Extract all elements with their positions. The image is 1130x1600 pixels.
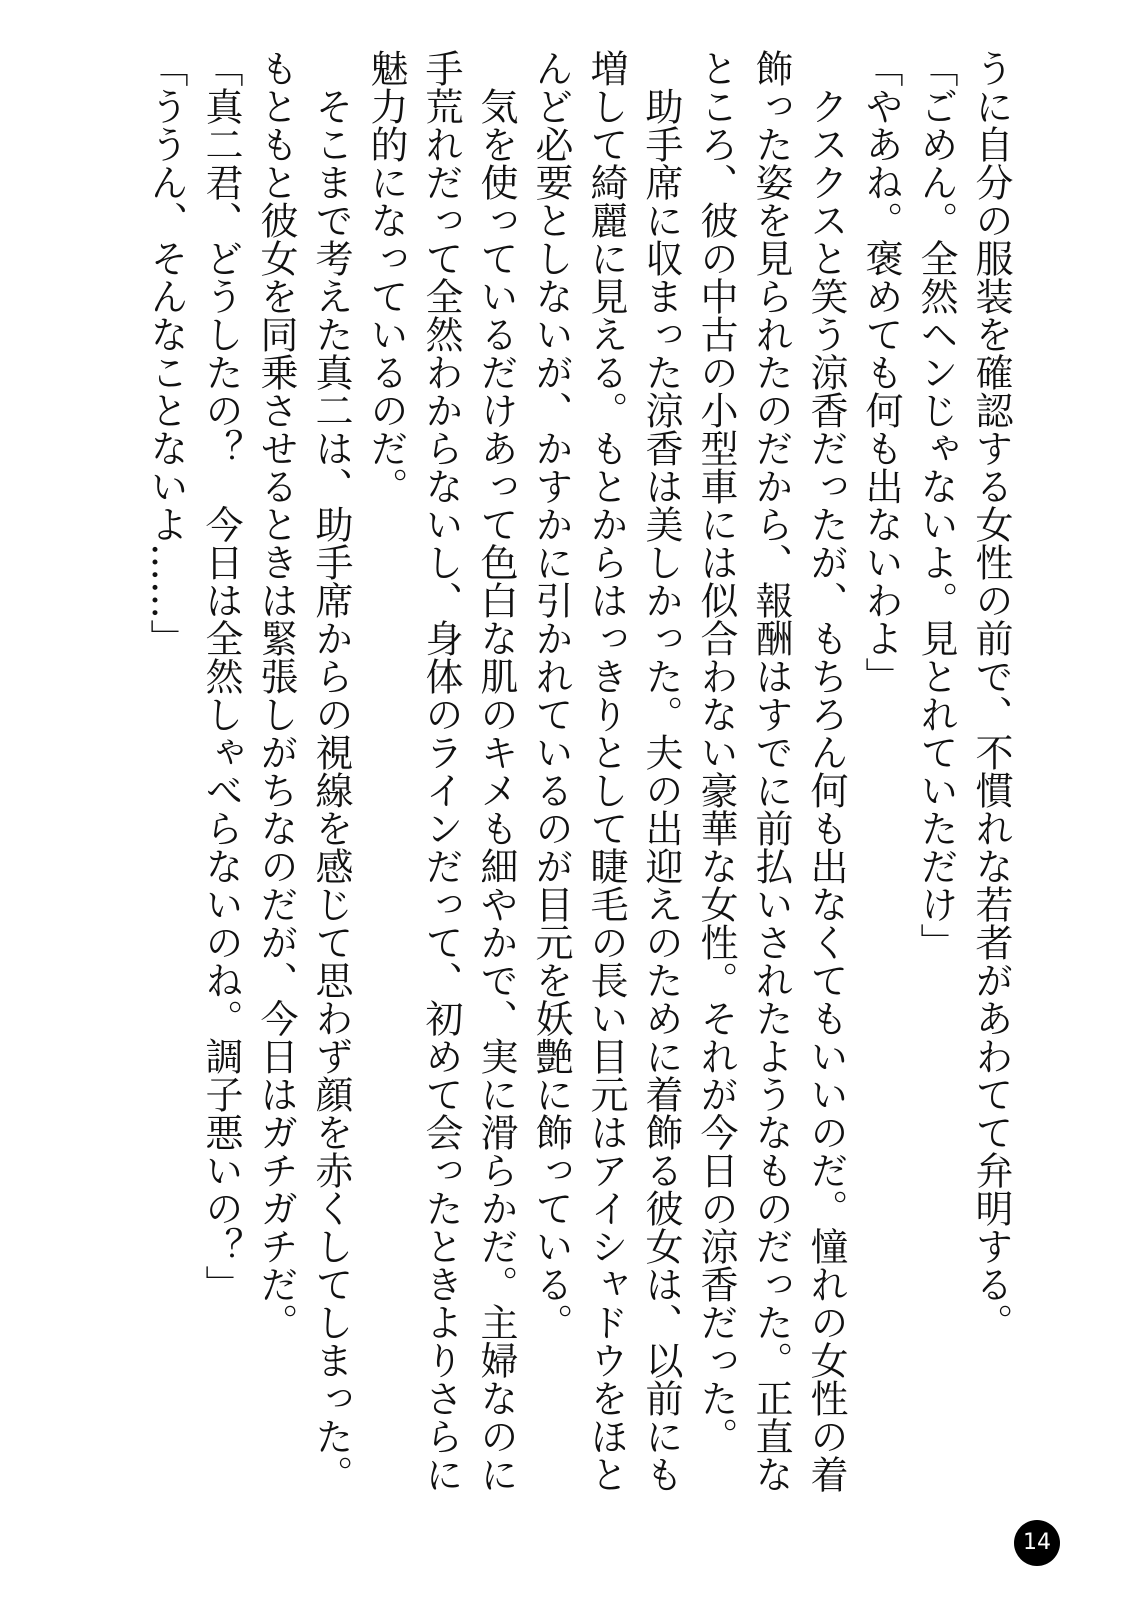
text-line: クスクスと笑う涼香だったが、もちろん何も出なくてもいいのだ。憧れの女性の着 bbox=[804, 49, 848, 1493]
text-line: 助手席に収まった涼香は美しかった。夫の出迎えのために着飾る彼女は、以前にも bbox=[639, 49, 683, 1493]
text-line: 「やあね。褒めても何も出ないわよ」 bbox=[859, 49, 903, 695]
text-line: 増して綺麗に見える。もとからはっきりとして睫毛の長い目元はアイシャドウをほと bbox=[584, 49, 628, 1493]
text-line: 「ううん、そんなことないよ……」 bbox=[144, 49, 188, 657]
text-line: 手荒れだって全然わからないし、身体のラインだって、初めて会ったときよりさらに bbox=[419, 49, 463, 1493]
body-text bbox=[138, 49, 1018, 1499]
text-line: んど必要としないが、かすかに引かれているのが目元を妖艶に飾っている。 bbox=[529, 49, 573, 1341]
text-line: 「真二君、どうしたの？ 今日は全然しゃべらないのね。調子悪いの？」 bbox=[199, 49, 243, 1303]
text-line: うに自分の服装を確認する女性の前で、不慣れな若者があわてて弁明する。 bbox=[969, 49, 1013, 1341]
text-line: そこまで考えた真二は、助手席からの視線を感じて思わず顔を赤くしてしまった。 bbox=[309, 49, 353, 1493]
text-line: 気を使っているだけあって色白な肌のキメも細やかで、実に滑らかだ。主婦なのに bbox=[474, 49, 518, 1493]
text-line: 「ごめん。全然ヘンじゃないよ。見とれていただけ」 bbox=[914, 49, 958, 961]
text-line: 飾った姿を見られたのだから、報酬はすでに前払いされたようなものだった。正直な bbox=[749, 49, 793, 1493]
text-line: もともと彼女を同乗させるときは緊張しがちなのだが、今日はガチガチだ。 bbox=[254, 49, 298, 1341]
text-line: 魅力的になっているのだ。 bbox=[364, 49, 408, 505]
page-number: 14 bbox=[1014, 1520, 1060, 1566]
text-line: ところ、彼の中古の小型車には似合わない豪華な女性。それが今日の涼香だった。 bbox=[694, 49, 738, 1455]
